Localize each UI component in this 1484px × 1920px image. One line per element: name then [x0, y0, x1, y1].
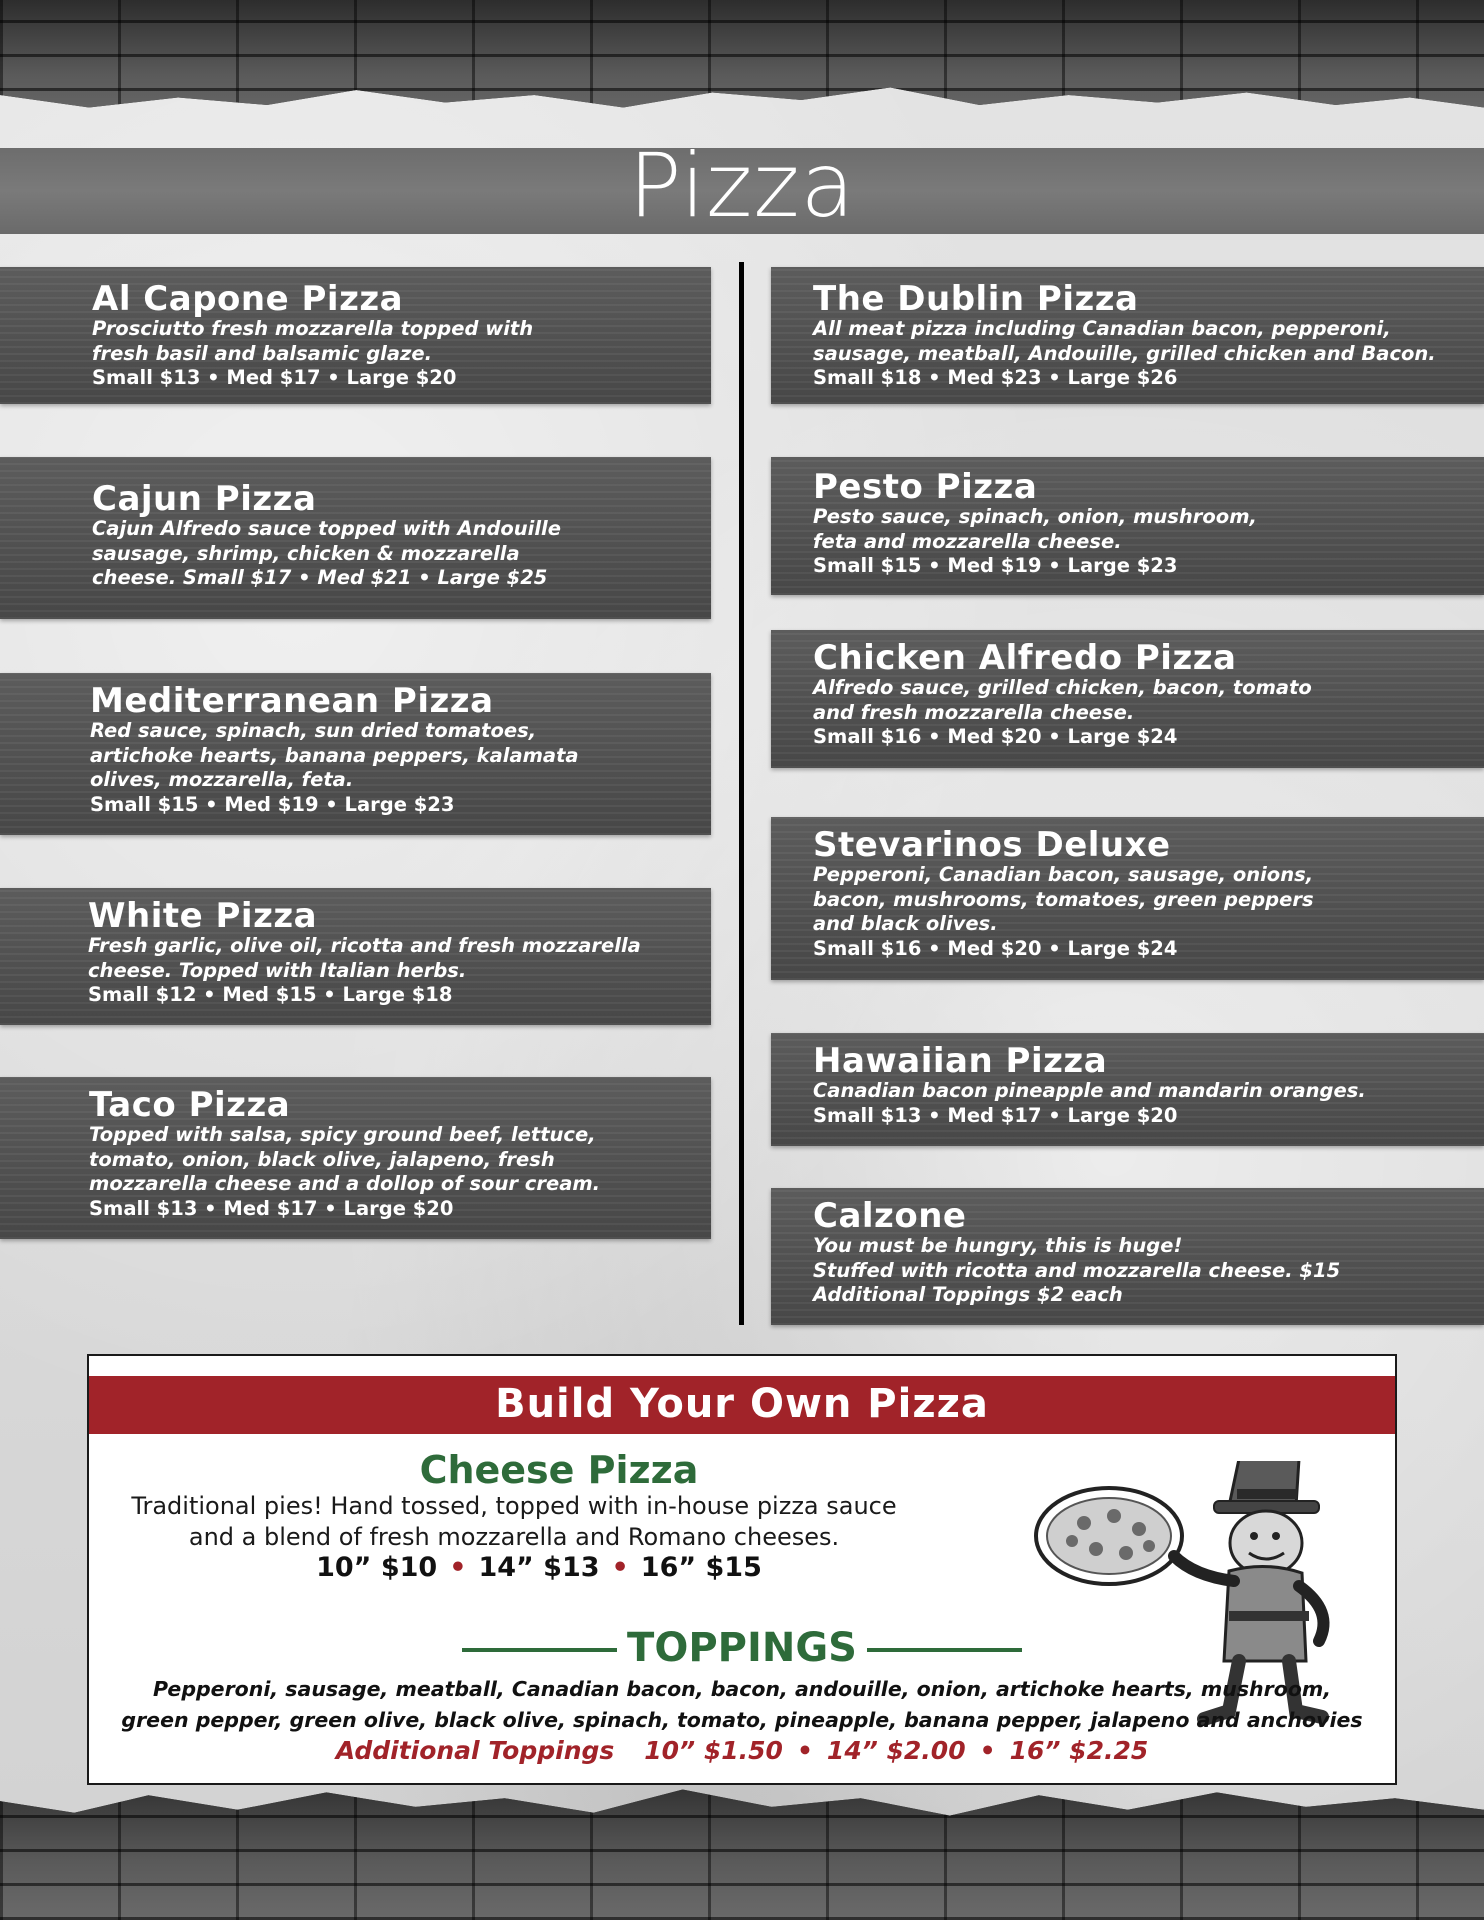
additional-toppings-label: Additional Toppings: [335, 1736, 615, 1765]
size-price: 14” $13: [478, 1552, 600, 1583]
decorative-rule: [462, 1648, 617, 1652]
toppings-heading: [89, 1626, 1395, 1670]
menu-item-taco: [0, 1077, 711, 1239]
item-price: Small $13 • Med $17 • Large $20: [92, 366, 457, 389]
toppings-line: green pepper, green olive, black olive, spinach, tomato, pineapple, banana pepper, jalapeno and anchovies: [121, 1708, 1363, 1732]
item-name: Stevarinos Deluxe: [813, 825, 1171, 865]
bullet-dot: •: [611, 1552, 629, 1583]
item-price: Small $18 • Med $23 • Large $26: [813, 366, 1178, 389]
page-title: Pizza: [628, 134, 856, 237]
topping-price: 10” $1.50: [644, 1736, 783, 1765]
item-name: Hawaiian Pizza: [813, 1041, 1108, 1081]
item-name: Pesto Pizza: [813, 467, 1038, 507]
bullet-dot: •: [979, 1736, 996, 1765]
item-name: Mediterranean Pizza: [90, 681, 494, 721]
toppings-line: Pepperoni, sausage, meatball, Canadian bacon, bacon, andouille, onion, artichoke hearts, mushroom,: [152, 1677, 1332, 1701]
item-desc: Topped with salsa, spicy ground beef, lettuce,: [89, 1123, 596, 1146]
cheese-pizza-title: Cheese Pizza: [419, 1448, 699, 1492]
item-price: Small $13 • Med $17 • Large $20: [813, 1103, 1178, 1127]
cheese-pizza-desc: [129, 1491, 899, 1553]
item-desc: feta and mozzarella cheese.: [813, 529, 1122, 553]
brick-wall-top: [0, 0, 1484, 125]
item-desc: sausage, shrimp, chicken & mozzarella: [92, 541, 520, 565]
item-desc: and black olives.: [813, 912, 998, 935]
item-price: Small $12 • Med $15 • Large $18: [88, 983, 453, 1006]
item-desc: Red sauce, spinach, sun dried tomatoes,: [90, 719, 537, 742]
item-desc: Pesto sauce, spinach, onion, mushroom,: [813, 505, 1257, 528]
item-name: Chicken Alfredo Pizza: [813, 638, 1237, 678]
item-name: The Dublin Pizza: [813, 279, 1139, 319]
topping-price: 14” $2.00: [826, 1736, 966, 1765]
menu-item-al-capone: [0, 267, 711, 404]
cheese-desc-line: Traditional pies! Hand tossed, topped with in-house pizza sauce: [131, 1492, 897, 1520]
item-desc: tomato, onion, black olive, jalapeno, fresh: [89, 1147, 555, 1171]
menu-item-white: [0, 888, 711, 1025]
cheese-desc-line: and a blend of fresh mozzarella and Romano cheeses.: [188, 1523, 840, 1551]
menu-item-dublin: [771, 267, 1484, 404]
item-desc: Canadian bacon pineapple and mandarin oranges.: [813, 1079, 1366, 1102]
decorative-rule: [867, 1648, 1022, 1652]
size-price: 10” $10: [316, 1552, 438, 1583]
item-name: Al Capone Pizza: [92, 279, 404, 319]
item-price: cheese. Small $17 • Med $21 • Large $25: [92, 566, 548, 589]
menu-item-hawaiian: [771, 1033, 1484, 1146]
menu-item-pesto: [771, 457, 1484, 595]
item-name: White Pizza: [88, 896, 318, 936]
item-name: Taco Pizza: [89, 1085, 291, 1125]
item-desc: Stuffed with ricotta and mozzarella cheese. $15: [813, 1258, 1341, 1282]
item-desc: Fresh garlic, olive oil, ricotta and fresh mozzarella: [88, 934, 641, 957]
item-desc: cheese. Topped with Italian herbs.: [88, 958, 467, 982]
item-desc: olives, mozzarella, feta.: [90, 768, 354, 791]
item-desc: artichoke hearts, banana peppers, kalamata: [90, 743, 579, 767]
item-desc: All meat pizza including Canadian bacon, pepperoni,: [813, 317, 1391, 340]
item-name: Calzone: [813, 1196, 967, 1236]
menu-item-mediterranean: [0, 673, 711, 835]
item-desc: sausage, meatball, Andouille, grilled chicken and Bacon.: [813, 341, 1436, 365]
size-price: 16” $15: [640, 1552, 762, 1583]
item-desc: Cajun Alfredo sauce topped with Andouille: [92, 517, 561, 540]
bullet-dot: •: [796, 1736, 813, 1765]
item-desc: mozzarella cheese and a dollop of sour cream.: [89, 1172, 601, 1195]
item-price: Small $16 • Med $20 • Large $24: [813, 725, 1178, 748]
item-desc: bacon, mushrooms, tomatoes, green peppers: [813, 887, 1314, 911]
item-price: Small $15 • Med $19 • Large $23: [90, 792, 455, 816]
bullet-dot: •: [449, 1552, 467, 1583]
menu-item-stevarinos-deluxe: [771, 817, 1484, 980]
item-desc: Prosciutto fresh mozzarella topped with: [92, 317, 534, 340]
item-price: Small $15 • Med $19 • Large $23: [813, 554, 1178, 577]
menu-item-chicken-alfredo: [771, 630, 1484, 768]
item-name: Cajun Pizza: [92, 479, 317, 519]
brick-wall-bottom: [0, 1775, 1484, 1920]
item-desc: and fresh mozzarella cheese.: [813, 700, 1135, 724]
menu-item-cajun: [0, 457, 711, 619]
build-your-own-title: Build Your Own Pizza: [89, 1376, 1395, 1434]
menu-item-calzone: [771, 1188, 1484, 1325]
additional-toppings-prices: [89, 1734, 1395, 1768]
title-band: [0, 134, 1484, 237]
toppings-title: TOPPINGS: [627, 1625, 857, 1671]
item-price: Small $16 • Med $20 • Large $24: [813, 936, 1178, 960]
item-desc: fresh basil and balsamic glaze.: [92, 341, 432, 365]
column-divider: [739, 262, 744, 1325]
build-your-own-box: [87, 1354, 1397, 1785]
item-note: Additional Toppings $2 each: [813, 1283, 1123, 1306]
toppings-list: [99, 1674, 1385, 1736]
item-desc: Pepperoni, Canadian bacon, sausage, onions,: [813, 863, 1314, 886]
item-desc: You must be hungry, this is huge!: [813, 1234, 1183, 1257]
cheese-pizza-prices: [239, 1551, 839, 1585]
item-desc: Alfredo sauce, grilled chicken, bacon, tomato: [813, 676, 1312, 699]
item-price: Small $13 • Med $17 • Large $20: [89, 1196, 454, 1220]
topping-price: 16” $2.25: [1009, 1736, 1149, 1765]
